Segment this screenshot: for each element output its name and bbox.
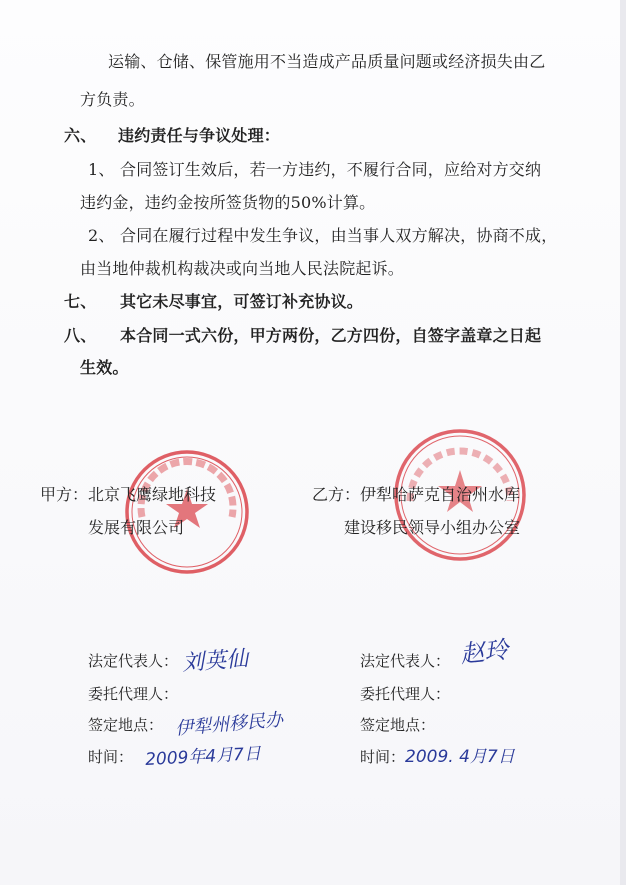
- legal-rep-signature: 赵玲: [458, 635, 510, 669]
- party-a-label: 甲方：: [40, 485, 89, 504]
- date-value: 2009. 4月7日: [405, 747, 515, 767]
- place-label: 签定地点：: [88, 716, 164, 734]
- agent-label: 委托代理人：: [88, 685, 179, 703]
- section-number: 八、: [64, 326, 97, 345]
- clause-line: 违约金，违约金按所签货物的50%计算。: [80, 193, 376, 212]
- item-number: 1、: [88, 160, 115, 179]
- clause-line: 由当地仲裁机构裁决或向当地人民法院起诉。: [80, 259, 405, 278]
- clause-line: 本合同一式六份，甲方两份，乙方四份，自签字盖章之日起: [120, 326, 542, 345]
- party-b-label: 乙方：: [312, 485, 361, 504]
- clause-line: 其它未尽事宜，可签订补充协议。: [120, 292, 364, 311]
- item-number: 2、: [88, 226, 115, 245]
- section-number: 七、: [64, 292, 97, 311]
- legal-rep-label: 法定代表人：: [88, 652, 179, 670]
- legal-rep-label: 法定代表人：: [360, 652, 451, 670]
- clause-line: 合同在履行过程中发生争议，由当事人双方解决，协商不成，: [120, 226, 558, 245]
- clause-line: 运输、仓储、保管施用不当造成产品质量问题或经济损失由乙: [108, 52, 546, 71]
- legal-rep-signature: 刘英仙: [181, 646, 249, 677]
- date-value: 2009年4月7日: [144, 743, 262, 771]
- party-a-name: 发展有限公司: [88, 518, 185, 537]
- clause-line: 生效。: [80, 358, 129, 377]
- date-label: 时间：: [88, 748, 134, 766]
- section-number: 六、: [64, 126, 97, 145]
- clause-line: 方负责。: [80, 90, 145, 109]
- clause-line: 合同签订生效后，若一方违约，不履行合同，应给对方交纳: [120, 160, 542, 179]
- date-label: 时间：: [360, 748, 406, 766]
- party-a-seal: [122, 447, 252, 577]
- page-edge: [620, 0, 626, 885]
- section-title: 违约责任与争议处理：: [118, 126, 281, 145]
- party-b-name: 建设移民领导小组办公室: [344, 518, 521, 537]
- party-a-name: 北京飞鹰绿地科技: [88, 485, 217, 504]
- place-value: 伊犁州移民办: [174, 709, 284, 740]
- party-b-name: 伊犁哈萨克自治州水库: [360, 485, 521, 504]
- place-label: 签定地点：: [360, 716, 436, 734]
- agent-label: 委托代理人：: [360, 685, 451, 703]
